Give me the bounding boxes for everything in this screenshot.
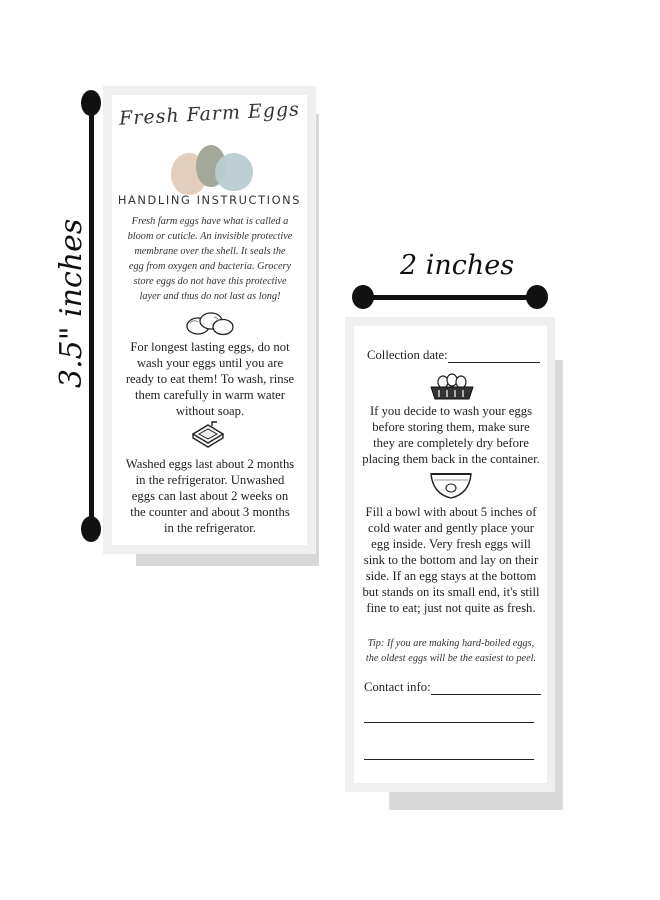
storing-instructions: If you decide to wash your eggs before storing them, make sure they are completely dry before placing them back in the container. xyxy=(362,404,540,466)
card-title: Fresh Farm Eggs xyxy=(118,98,301,130)
wash-instructions: For longest lasting eggs, do not wash your eggs until you are ready to eat them! To wash, rinse them carefully in warm water without soap. xyxy=(125,340,295,418)
contact-info-label: Contact info: xyxy=(364,680,431,694)
eggs-icon xyxy=(184,309,236,337)
egg-carton-icon xyxy=(429,371,475,401)
contact-blank-line-2 xyxy=(364,759,534,760)
card-subtitle: HANDLING INSTRUCTIONS xyxy=(117,193,302,207)
eggs-logo xyxy=(169,145,259,195)
contact-info-line xyxy=(431,693,541,695)
intro-text: Fresh farm eggs have what is called a bloom or cuticle. An invisible protective membrane over the shell. It seals the egg from oxygen and bacteria. Grocery store eggs do not have this protective layer and thus do not last as long! xyxy=(127,216,293,302)
width-label: 2 inches xyxy=(400,250,515,281)
card-back xyxy=(354,326,547,783)
egg-blue xyxy=(215,153,253,191)
bowl-icon xyxy=(428,468,474,502)
contact-info-field xyxy=(364,680,541,695)
card-front xyxy=(112,95,307,545)
storage-duration: Washed eggs last about 2 months in the refrigerator. Unwashed eggs can last about 2 weeks on the counter and about 3 months in the refrigerator. xyxy=(125,457,295,535)
collection-date-field xyxy=(367,348,540,363)
collection-date-label: Collection date: xyxy=(367,348,448,362)
contact-blank-line-1 xyxy=(364,722,534,723)
float-test-instructions: Fill a bowl with about 5 inches of cold water and gently place your egg inside. Very fresh eggs will sink to the bottom and lay on their side. If an egg stays at the bottom but stands on its small end, it's still fine to eat; just not quite as fresh. xyxy=(362,505,540,615)
sink-icon xyxy=(190,420,226,450)
height-label: 3.5" inches xyxy=(54,218,89,388)
hard-boiled-tip: Tip: If you are making hard-boiled eggs, the oldest eggs will be the easiest to peel. xyxy=(365,638,537,664)
width-dimension-line xyxy=(360,295,538,300)
dimension-marker-bottom xyxy=(81,516,101,542)
dimension-marker-right xyxy=(526,285,548,309)
collection-date-line xyxy=(448,361,540,363)
